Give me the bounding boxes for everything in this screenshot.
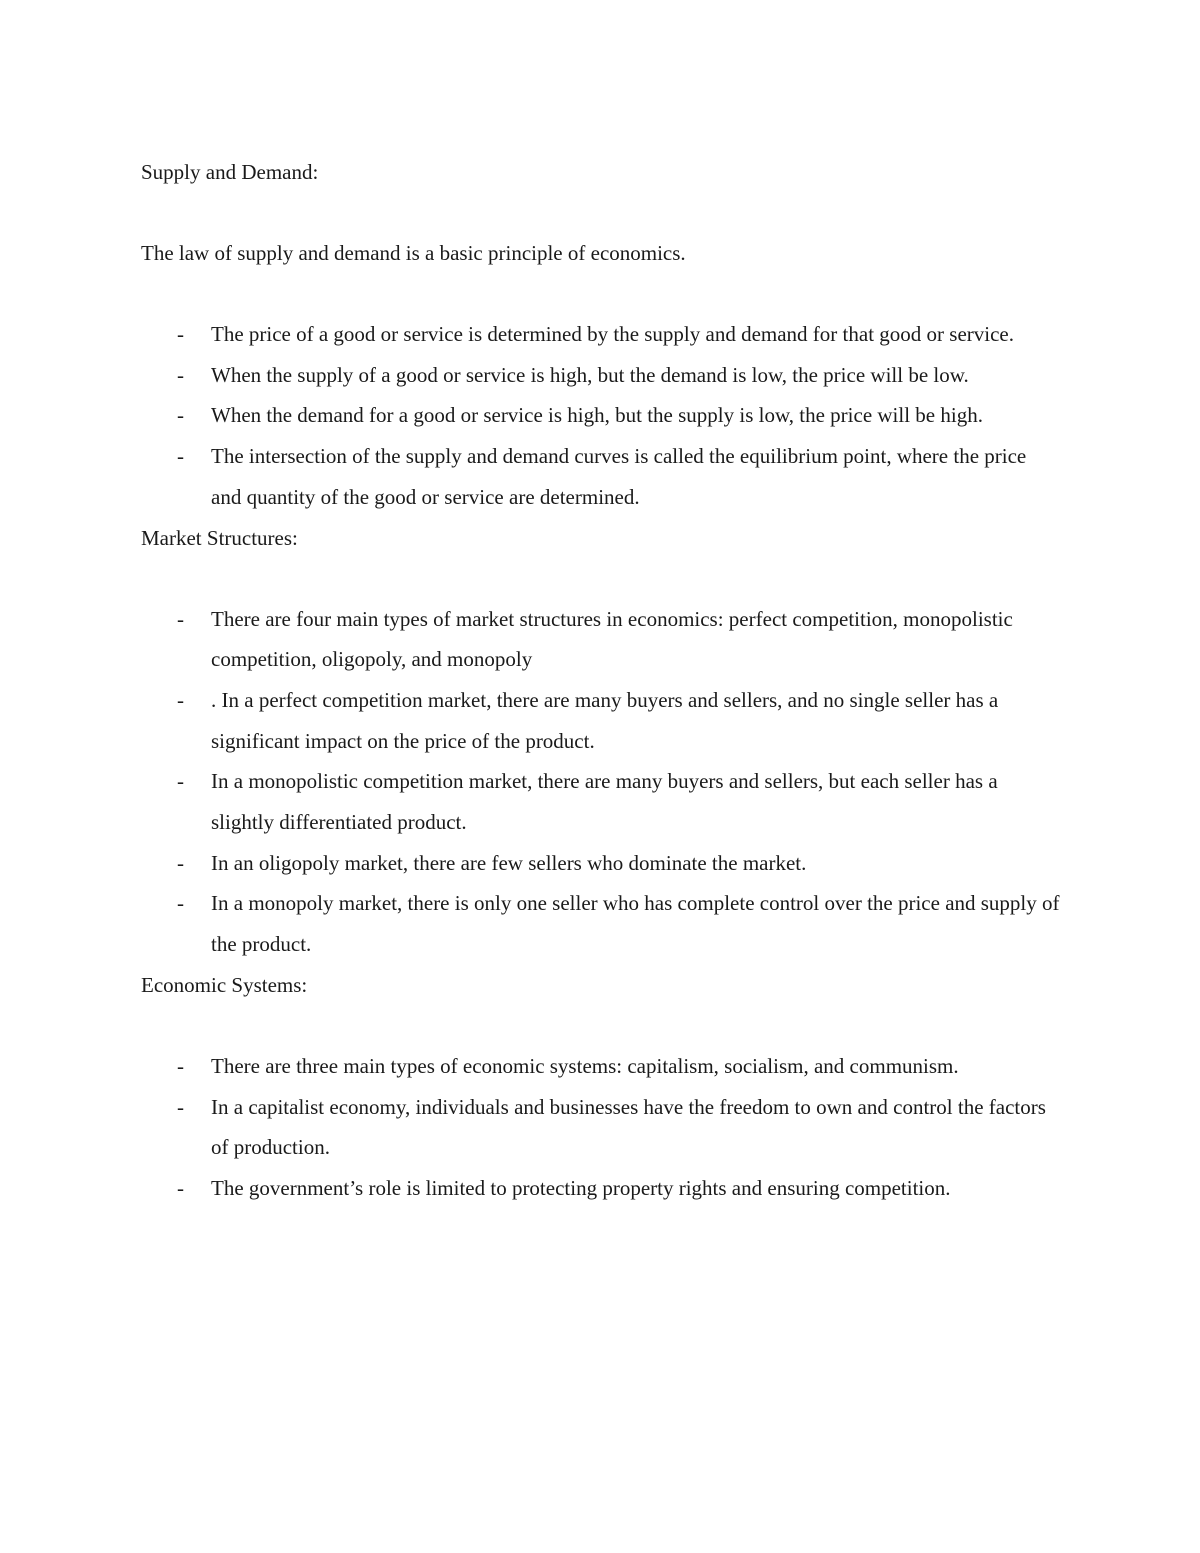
list-item [141,436,1061,517]
list-item-text: When the supply of a good or service is high, but the demand is low, the price will be low. [211,362,969,387]
list-item [141,355,1061,396]
list-item [141,599,1061,680]
list-item-text: The price of a good or service is determined by the supply and demand for that good or service. [211,322,1014,346]
list-item-text: The intersection of the supply and demand curves is called the equilibrium point, where the price and quantity of the good or service are determined. [211,444,1027,509]
bullet-dash: - [177,362,184,387]
bullet-dash: - [177,769,184,794]
list-item-text: . In a perfect competition market, there are many buyers and sellers, and no single seller has a significant impact on the price of the product. [211,687,999,753]
document-body [141,152,1061,1209]
list-item-text: There are three main types of economic systems: capitalism, socialism, and communism. [211,1053,959,1078]
list-item [141,1046,1061,1087]
list-item-text: The government’s role is limited to protecting property rights and ensuring competition. [211,1175,951,1200]
bullet-dash: - [177,1175,184,1200]
list-item [141,1168,1061,1209]
bullet-dash: - [177,687,184,712]
list-item [141,680,1061,761]
list-item-text: In a capitalist economy, individuals and businesses have the freedom to own and control the factors of production. [211,1094,1046,1160]
list-item [141,843,1061,884]
list-item-text: In a monopolistic competition market, there are many buyers and sellers, but each seller has a slightly differentiated product. [211,769,998,835]
list-item [141,761,1061,842]
bullet-dash: - [177,403,184,428]
list-item-text: In an oligopoly market, there are few sellers who dominate the market. [211,850,807,875]
economic-systems-list [141,1046,1061,1209]
list-item [141,1087,1061,1168]
supply-demand-list [141,314,1061,518]
section-heading-market-structures: Market Structures: [141,525,298,550]
section-heading-economic-systems: Economic Systems: [141,972,308,997]
list-item [141,883,1061,964]
list-item-text: When the demand for a good or service is high, but the supply is low, the price will be high. [211,403,983,428]
list-item [141,314,1061,355]
bullet-dash: - [177,606,184,631]
bullet-dash: - [177,1053,184,1078]
bullet-dash: - [177,444,184,469]
bullet-dash: - [177,322,184,346]
bullet-dash: - [177,850,184,875]
section-heading-supply-demand: Supply and Demand: [141,160,319,184]
bullet-dash: - [177,1094,184,1119]
list-item [141,395,1061,436]
bullet-dash: - [177,891,184,916]
list-item-text: There are four main types of market structures in economics: perfect competition, monopolistic competition, oligopoly, and monopoly [211,606,1013,672]
market-structures-list [141,599,1061,965]
intro-paragraph: The law of supply and demand is a basic principle of economics. [141,241,686,265]
list-item-text: In a monopoly market, there is only one seller who has complete control over the price and supply of the product. [211,891,1060,957]
